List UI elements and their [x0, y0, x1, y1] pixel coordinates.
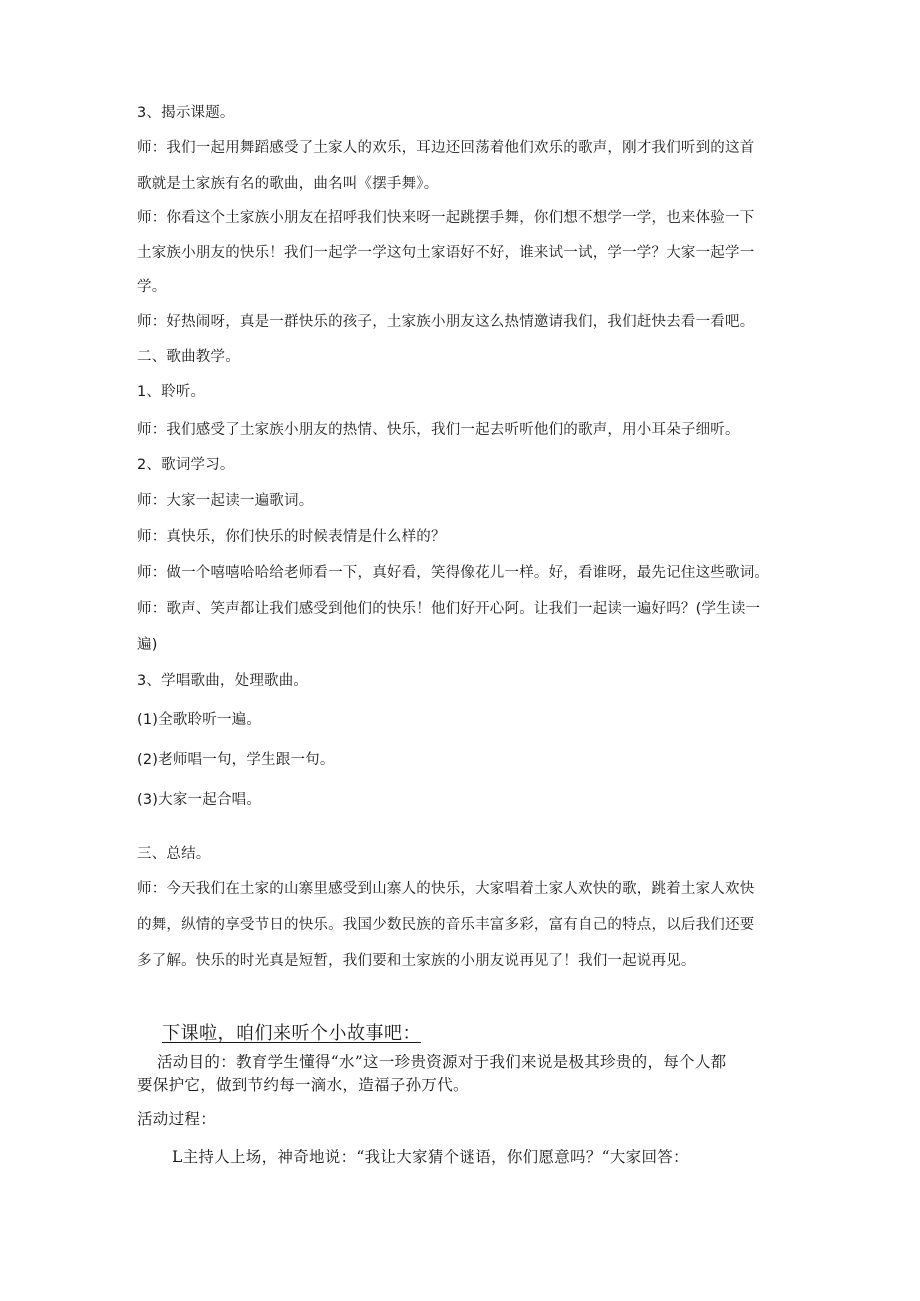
paragraph-line: 师：我们感受了土家族小朋友的热情、快乐，我们一起去听听他们的歌声，用小耳朵子细听。 — [137, 422, 740, 438]
paragraph-line: 土家族小朋友的快乐！我们一起学一学这句土家语好不好，谁来试一试，学一学？大家一起学一 — [137, 245, 755, 261]
section-heading-song-teaching: 二、歌曲教学。 — [137, 349, 240, 365]
list-item: (1)全歌聆听一遍。 — [137, 712, 262, 728]
subheading-listen: 1、聆听。 — [137, 384, 206, 400]
story-paragraph-line: 活动目的：教育学生懂得“水”这一珍贵资源对于我们来说是极其珍贵的，每个人都 — [157, 1053, 727, 1071]
subheading-learn-song: 3、学唱歌曲，处理歌曲。 — [137, 673, 309, 689]
paragraph-line: 师：做一个嘻嘻哈哈给老师看一下，真好看，笑得像花儿一样。好，看谁呀，最先记住这些歌词。 — [137, 565, 770, 581]
story-paragraph-line: 要保护它，做到节约每一滴水，造福子孙万代。 — [137, 1076, 469, 1094]
paragraph-line: 师：好热闹呀，真是一群快乐的孩子，土家族小朋友这么热情邀请我们，我们赶快去看一看吧。 — [137, 314, 755, 330]
paragraph-line: 学。 — [137, 279, 167, 295]
paragraph-line: 的舞，纵情的享受节日的快乐。我国少数民族的音乐丰富多彩，富有自己的特点，以后我们还要 — [137, 917, 755, 933]
list-item: (3)大家一起合唱。 — [137, 792, 262, 808]
paragraph-line: 遍) — [137, 637, 158, 653]
story-paragraph-line: L主持人上场，神奇地说：“我让大家猜个谜语，你们愿意吗？“大家回答： — [172, 1148, 689, 1166]
list-item: (2)老师唱一句，学生跟一句。 — [137, 752, 335, 768]
paragraph-line: 师：真快乐，你们快乐的时候表情是什么样的？ — [137, 529, 446, 545]
story-title: 下课啦，咱们来听个小故事吧： — [162, 1023, 421, 1044]
story-paragraph-line: 活动过程： — [137, 1110, 217, 1128]
paragraph-line: 师：大家一起读一遍歌词。 — [137, 493, 314, 509]
section-heading-summary: 三、总结。 — [137, 846, 211, 862]
heading-reveal-topic: 3、揭示课题。 — [137, 105, 235, 121]
paragraph-line: 歌就是土家族有名的歌曲，曲名叫《摆手舞》。 — [137, 176, 439, 192]
paragraph-line: 师：我们一起用舞蹈感受了土家人的欢乐，耳边还回荡着他们欢乐的歌声，刚才我们听到的这首 — [137, 140, 755, 156]
paragraph-line: 多了解。快乐的时光真是短暂，我们要和土家族的小朋友说再见了！我们一起说再见。 — [137, 953, 696, 969]
paragraph-line: 师：你看这个土家族小朋友在招呼我们快来呀一起跳摆手舞，你们想不想学一学，也来体验一下 — [137, 210, 755, 226]
paragraph-line: 师：歌声、笑声都让我们感受到他们的快乐！他们好开心阿。让我们一起读一遍好吗？(学生读一 — [137, 601, 761, 617]
paragraph-line: 师：今天我们在土家的山寨里感受到山寨人的快乐，大家唱着土家人欢快的歌，跳着土家人欢快 — [137, 881, 755, 897]
subheading-lyrics: 2、歌词学习。 — [137, 457, 235, 473]
